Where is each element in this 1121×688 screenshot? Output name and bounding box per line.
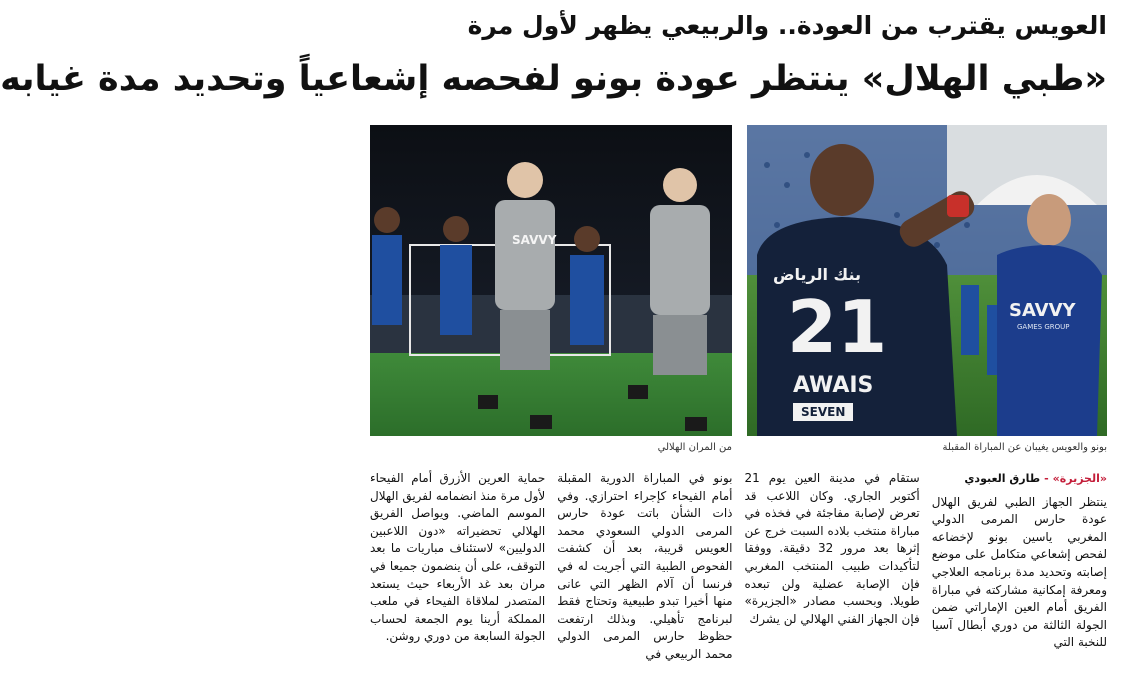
byline-separator: - [1044,472,1049,485]
jersey-sponsor-seven: SEVEN [793,403,853,421]
byline [932,470,1107,488]
article-paragraph: بونو في المباراة الدورية المقبلة أمام الفيحاء كإجراء احترازي. وفي ذات الشأن باتت عودة حارس المرمى الدولي السعودي محمد العويس قريبة، بعد أن كشفت الفحوص الطبية التي أجريت له في فرنسا أن آلام الظهر التي عانى منها أخيرا تبدو طبيعية وتحتاج فقط لبرنامج تأهيلي. وبذلك ارتفعت حظوظ حارس المرمى الدولي محمد الربيعي في [557,471,733,661]
article-body [370,470,1107,684]
article-column-2 [745,470,920,684]
byline-author: طارق العبودي [964,472,1041,485]
article-kicker: العويس يقترب من العودة.. والربيعي يظهر لأول مرة [467,11,1107,40]
photo-bono-awais [747,125,1107,436]
article-paragraph: ستقام في مدينة العين يوم 21 أكتوبر الجاري. وكان اللاعب قد تعرض لإصابة مفاجئة في فخذه في مباراة منتخب بلاده السبت خرج عن إثرها بعد مرور 32 دقيقة. ووفقا لتأكيدات طبيب المنتخب المغربي فإن الإصابة عضلية ولن تبعده طويلا. وبحسب مصادر «الجزيرة» فإن الجهاز الفني الهلالي لن يشرك [744,471,920,626]
byline-paper: «الجزيرة» [1052,472,1107,485]
coach-shirt-sponsor: SAVVY [512,233,557,247]
article-paragraph: ينتظر الجهاز الطبي لفريق الهلال عودة حارس المرمى الدولي المغربي ياسين بونو لإخضاعه لفحص إشعاعي متكامل على موضع إصابته وتحديد مدة برنامجه العلاجي ومعرفة إمكانية مشاركته في مباراة الفريق أمام العين الإماراتي ضمن الجولة الثالثة من دوري أبطال آسيا للنخبة التي [931,494,1107,650]
awais-sponsor-sub: GAMES GROUP [1017,323,1070,331]
jersey-name: AWAIS [793,373,874,398]
caption-training: من المران الهلالي [657,442,732,453]
article-column-3 [557,470,732,684]
article-paragraph: حماية العرين الأزرق أمام الفيحاء لأول مرة منذ انضمامه لفريق الهلال الموسم الماضي. ويواصل الفريق الهلالي تحضيراته «دون اللاعبين الدوليين» لاستئناف مباريات ما بعد التوقف، على أن ينضمون جميعا في مران بعد غد الأربعاء حيث يستعد المتصدر لملاقاة الفيحاء في ملعب المملكة أرينا يوم الجمعة لحساب الجولة السابعة من دوري روشن. [370,471,546,644]
photo-training-image [370,125,732,436]
article-column-1 [932,470,1107,684]
photo-training [370,125,732,436]
caption-bono-awais: بونو والعويس يغيبان عن المباراة المقبلة [942,442,1107,453]
jersey-number: 21 [787,285,888,369]
article-column-4 [370,470,545,684]
jersey-arabic-text: بنك الرياض [773,265,861,284]
article-headline: «طبي الهلال» ينتظر عودة بونو لفحصه إشعاعياً وتحديد مدة غيابه [0,59,1107,99]
awais-sponsor: SAVVY [1009,300,1076,321]
